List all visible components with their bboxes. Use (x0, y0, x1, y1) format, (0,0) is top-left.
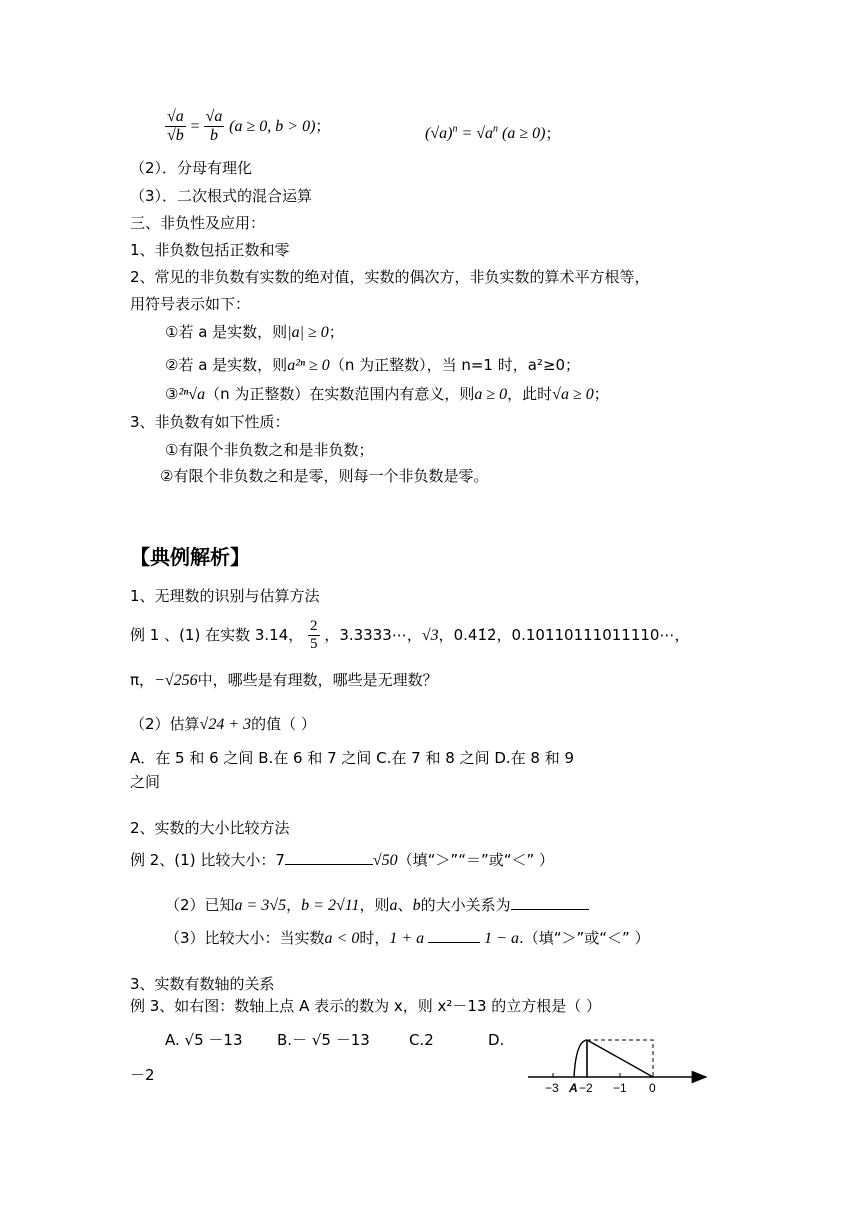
answer-blank-1[interactable] (285, 850, 373, 865)
example-2-line1: 例 2、(1) 比较大小：7 √50（填“＞”“＝”或“＜” ） (130, 851, 555, 869)
paragraph-2a: 2、常见的非负数有实数的绝对值，实数的偶次方，非负实数的算术平方根等， (130, 268, 650, 286)
property-1: ①有限个非负数之和是非负数； (165, 441, 374, 459)
formula-power-rule: $(√a)^n = √a^n$ (a ≥ 0)； (425, 124, 561, 143)
example-1-line1: 例 1 、(1) 在实数 3.14， $\frac{2}{5}$ ，3.3333⋯，√3，0.41̇2̇，0.10110111011110⋯， (130, 618, 690, 652)
item-rationalize: （2）．分母有理化 (130, 159, 253, 177)
paragraph-1: 1、非负数包括正数和零 (130, 241, 290, 259)
example-1-choices-wrap: 之间 (130, 773, 161, 791)
example-1-line2: π，−√256中，哪些是有理数，哪些是无理数？ (130, 671, 438, 689)
example-3-choice-a: A. √5 －13 (165, 1031, 243, 1049)
item-mixed-ops: （3）．二次根式的混合运算 (130, 187, 313, 205)
example-1-q2: （2）估算√24 + 3的值（ ） (130, 715, 316, 733)
topic-1: 1、无理数的识别与估算方法 (130, 587, 320, 605)
case-2: ②若 a 是实数，则a²ⁿ ≥ 0（n 为正整数），当 n=1 时，a²≥0； (165, 356, 581, 374)
example-3-stem: 例 3、如右图：数轴上点 A 表示的数为 x，则 x²－13 的立方根是（ ） (130, 997, 602, 1015)
answer-blank-3[interactable] (428, 928, 480, 943)
tick-label-neg3: −3 (545, 1081, 559, 1095)
property-2: ②有限个非负数之和是零，则每一个非负数是零。 (160, 467, 489, 485)
paragraph-2b: 用符号表示如下： (130, 295, 251, 313)
example-3-choice-b: B.－ √5 －13 (277, 1031, 370, 1049)
example-2-line2: （2）已知a = 3√5，b = 2√11，则a、b的大小关系为 (165, 895, 589, 916)
tick-label-zero: 0 (649, 1081, 656, 1095)
number-line-figure (520, 1032, 720, 1102)
tick-label-neg2: −2 (579, 1081, 593, 1095)
paragraph-3: 3、非负数有如下性质： (130, 413, 290, 431)
section3-title: 三、非负性及应用： (130, 214, 266, 232)
fraction-two-fifths: $\frac{2}{5}$ (310, 618, 318, 652)
answer-blank-2[interactable] (511, 895, 589, 910)
example-3-choice-d-wrap: －2 (130, 1066, 155, 1084)
example-3-choice-d: D. (488, 1031, 505, 1049)
example-3-choice-c: C.2 (409, 1031, 434, 1049)
topic-3: 3、实数有数轴的关系 (130, 975, 275, 993)
formula-quotient-rule: $\frac{√a}{√b}$ = $\frac{√a}{b}$ (a ≥ 0, b > 0)； (167, 108, 331, 144)
topic-2: 2、实数的大小比较方法 (130, 819, 290, 837)
point-a-label: A (569, 1081, 578, 1095)
compass-arc (574, 1040, 587, 1077)
section-heading: 【典例解析】 (130, 545, 250, 569)
case-3: ③²ⁿ√a（n 为正整数）在实数范围内有意义，则a ≥ 0，此时√a ≥ 0； (165, 385, 609, 403)
example-2-line3: （3）比较大小：当实数a < 0时，1 + a 1 − a.（填“＞”或“＜” ） (165, 929, 650, 947)
hypotenuse (587, 1040, 653, 1077)
tick-label-neg1: −1 (613, 1081, 627, 1095)
case-1: ①若 a 是实数，则|a| ≥ 0； (165, 323, 344, 341)
example-1-choices: A．在 5 和 6 之间 B.在 6 和 7 之间 C.在 7 和 8 之间 D.在 8 和 9 (130, 749, 575, 767)
